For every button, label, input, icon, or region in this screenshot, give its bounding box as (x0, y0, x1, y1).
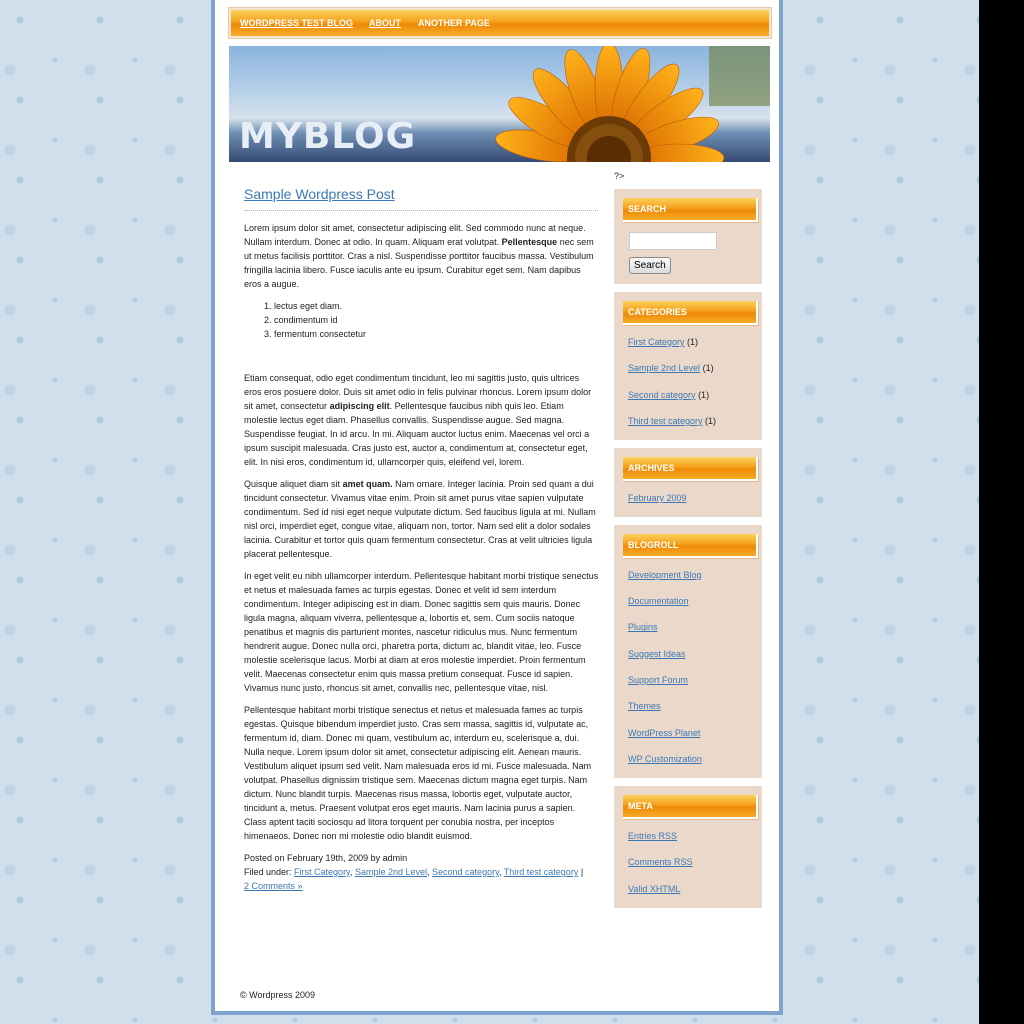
list-item (628, 675, 754, 701)
list-item: 1. lectus eget diam. (274, 299, 599, 313)
footer-copyright: © Wordpress 2009 (240, 990, 316, 1000)
list-item (628, 493, 754, 507)
post-list (244, 299, 599, 341)
post-paragraph-3: Quisque aliquet diam sit amet quam. Nam ornare. Integer lacinia. Proin sed quam a dui tincidunt consectetur. Vivamus vitae enim. Proin sit amet purus vitae sapien vulputate condimentum. Sed id nisi eget neque vulputate dictum. Sed faucibus ligula at mi. Nullam nisl orci, imperdiet eget, congue vitae, aliquam non, tortor. Nam sed elit a dolor sodales lacinia. Curabitur et tortor quis quam fermentum consectetur. Cras at velit ultricies ligula placerat pellentesque. (244, 479, 596, 559)
sidebar (614, 189, 762, 916)
widget-heading-blogroll: BLOGROLL (623, 534, 758, 558)
site-title: MYBLOG (239, 116, 417, 157)
search-widget (614, 189, 762, 284)
list-item (628, 831, 754, 857)
meta-link[interactable]: Valid XHTML (628, 883, 681, 894)
category-link[interactable]: Sample 2nd Level (354, 867, 427, 877)
sidebar-category-link[interactable]: Sample 2nd Level (628, 363, 701, 374)
list-item (628, 570, 754, 596)
list-item: First Category (1) (628, 337, 699, 347)
post-date: Posted on February 19th, 2009 by admin (244, 853, 408, 863)
blogroll-link[interactable]: Development Blog (628, 569, 702, 580)
category-link[interactable]: Third test category (503, 867, 579, 877)
blogroll-link[interactable]: Plugins (628, 622, 658, 633)
page-container (211, 0, 783, 1015)
meta-link[interactable]: Comments RSS (628, 857, 693, 868)
sidebar-category-link[interactable]: First Category (628, 337, 685, 347)
comments-link[interactable]: 2 Comments » (244, 881, 303, 891)
meta-link[interactable]: Entries RSS (628, 830, 678, 841)
meta-widget (614, 786, 762, 908)
list-item (628, 728, 754, 754)
nav-item-about[interactable]: ABOUT (369, 18, 401, 28)
list-item (628, 622, 754, 648)
blogroll-link[interactable]: Documentation (628, 596, 689, 607)
nav-item-home[interactable]: WORDPRESS TEST BLOG (240, 18, 354, 28)
blogroll-link[interactable]: Suggest Ideas (628, 648, 686, 659)
list-item: 3. fermentum consectetur (274, 327, 599, 341)
list-item: Third test category (1) (628, 415, 717, 426)
search-button[interactable]: Search (629, 257, 671, 274)
blogroll-link[interactable]: Support Forum (628, 675, 689, 686)
blogroll-link[interactable]: Themes (628, 701, 661, 712)
post-divider (244, 210, 598, 211)
post-title[interactable]: Sample Wordpress Post (244, 186, 395, 202)
widget-heading-search: SEARCH (623, 198, 758, 222)
post-paragraph-2: Etiam consequat, odio eget condimentum tincidunt, leo mi sagittis justo, quis ultrices eros eros posuere dolor. Duis sit amet odio in felis pulvinar rhoncus. Lorem ipsum dolor sit amet, consectetur adipiscing elit. Pellentesque faucibus nibh quis leo. Etiam molestie lectus eget diam. Phasellus convallis. Suspendisse augue. Sed magna. Suspendisse feugiat. In id arcu. In mi. Aliquam auctor luctus enim. Maecenas vel orci a ipsum suscipit malesuada. Cras justo est, auctor a, condimentum at, consectetur eget, elit. In nisi eros, condimentum id, ullamcorper quis, eleifend vel, lorem. (244, 373, 592, 467)
widget-heading-archives: ARCHIVES (623, 457, 758, 481)
nav-item-another-page[interactable]: ANOTHER PAGE (418, 18, 490, 28)
search-input[interactable] (629, 232, 717, 250)
widget-heading-meta: META (623, 795, 758, 819)
post-paragraph-4: In eget velit eu nibh ullamcorper interdum. Pellentesque habitant morbi tristique senectus et netus et malesuada fames ac turpis egestas. Donec et velit id sem interdum condimentum. Integer adipiscing est in diam. Donec sagittis sem quis mauris. Donec ligula magna, aliquam viverra, pellentesque a, lobortis et, sem. Cum sociis natoque penatibus et magnis dis parturient montes, nascetur ridiculus mus. Nunc fermentum hendrerit augue. Donec nulla orci, pharetra porta, dictum ac, blandit vitae, leo. Fusce molestie scelerisque lacus. Morbi at diam at eros molestie imperdiet. Proin fermentum velit. Maecenas consectetur enim quis massa pretium consequat. Fusce id sapien. Vivamus nunc justo, rhoncus sit amet, convallis nec, pellentesque vitae, nisl. (244, 571, 599, 693)
categories-widget (614, 292, 762, 440)
blogroll-link[interactable]: WP Customization (628, 753, 702, 764)
blogroll-link[interactable]: WordPress Planet (628, 727, 701, 738)
sunflower-image (459, 46, 770, 162)
sidebar-category-link[interactable]: Second category (628, 389, 696, 400)
list-item: Sample 2nd Level (1) (628, 363, 714, 374)
list-item (628, 754, 754, 768)
right-edge-bar (979, 0, 1024, 1024)
list-item (628, 596, 754, 622)
list-item (628, 884, 754, 898)
blogroll-widget (614, 525, 762, 778)
post-meta (244, 851, 599, 893)
sidebar-category-link[interactable]: Third test category (628, 415, 703, 426)
category-link[interactable]: First Category (294, 867, 350, 877)
archives-widget (614, 448, 762, 517)
category-link[interactable]: Second category (432, 867, 499, 877)
post-paragraph-1: Lorem ipsum dolor sit amet, consectetur adipiscing elit. Sed commodo nunc at neque. Nullam interdum. Donec at odio. In quam. Aliquam erat volutpat. Pellentesque nec sem ut metus facilisis porttitor. Cras a nisl. Suspendisse porttitor faucibus massa. Vestibulum fringilla lacinia libero. Fusce iaculis ante eu ipsum. Curabitur eget sem. Nam dapibus eros a augue. (244, 223, 594, 289)
main-content (244, 186, 599, 893)
stray-php-text: ?> (614, 171, 625, 181)
list-item (628, 701, 754, 727)
post-filed-under: Filed under: First Category, Sample 2nd Level, Second category, Third test category | (244, 867, 584, 877)
archive-link[interactable]: February 2009 (628, 492, 687, 503)
header-banner (229, 46, 770, 162)
widget-heading-categories: CATEGORIES (623, 301, 758, 325)
list-item: Second category (1) (628, 389, 710, 400)
list-item (628, 649, 754, 675)
top-nav (229, 8, 771, 38)
list-item (628, 857, 754, 883)
post-paragraph-5: Pellentesque habitant morbi tristique senectus et netus et malesuada fames ac turpis egestas. Quisque bibendum imperdiet justo. Cras sem massa, sagittis id, vulputate ac, fermentum id, diam. Donec mi quam, vestibulum ac, interdum eu, scelerisque a, dui. Nulla neque. Lorem ipsum dolor sit amet, consectetur adipiscing elit. Aenean mauris. Vestibulum aliquet ipsum sed velit. Nam malesuada eros id mi. Fusce malesuada. Nam volutpat. Phasellus dignissim tristique sem. Maecenas dictum magna eget turpis. Nam dictum. Nunc blandit turpis. Maecenas risus massa, lobortis eget, vulputate auctor, tincidunt a, metus. Praesent volutpat eros eget mauris. Nam lacinia purus a sapien. Class aptent taciti sociosqu ad litora torquent per conubia nostra, per inceptos himenaeos. Donec non mi molestie odio blandit euismod. (244, 705, 592, 841)
list-item: 2. condimentum id (274, 313, 599, 327)
